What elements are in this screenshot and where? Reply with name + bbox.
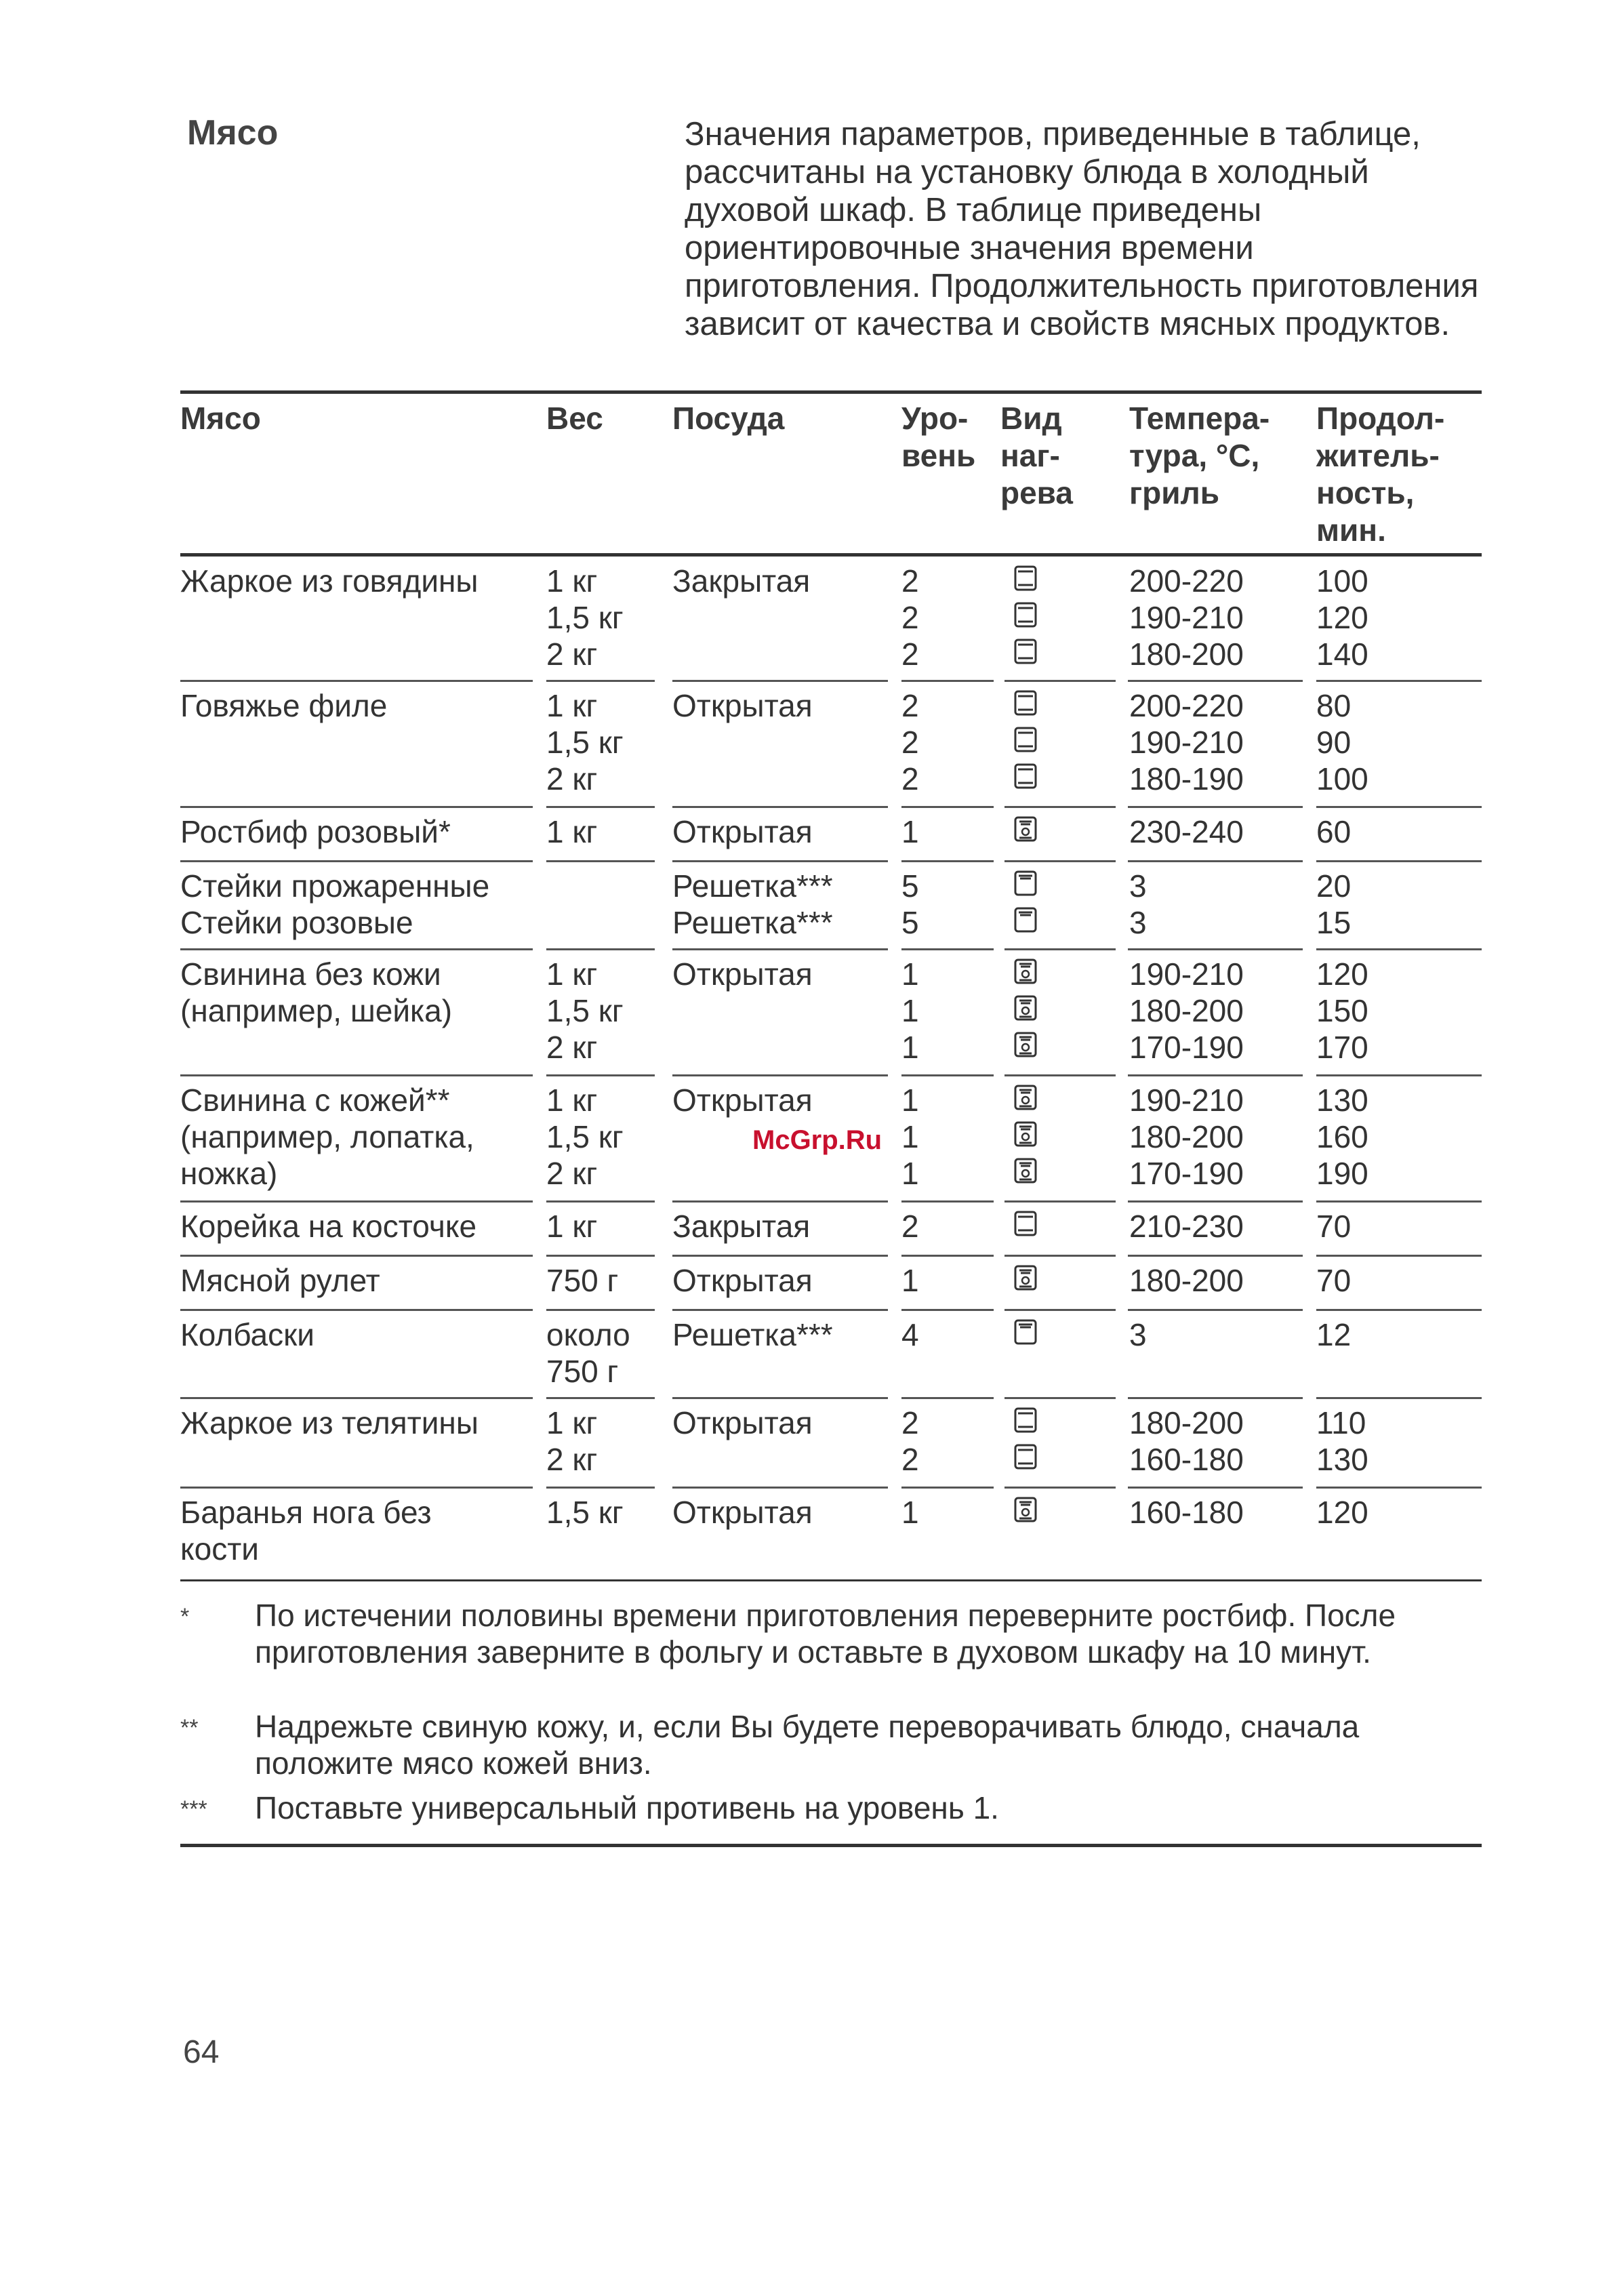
thermo-grill-icon: [1014, 1121, 1037, 1147]
cell-meat: Жаркое из телятины: [180, 1405, 479, 1440]
cell-dish: Открытая: [672, 1495, 813, 1530]
cell-duration: 130 160 190: [1316, 1083, 1368, 1191]
cell-temp: 160-180: [1129, 1495, 1244, 1530]
cell-meat: Ростбиф розовый*: [180, 814, 451, 849]
table-row: [180, 1257, 1482, 1311]
table-row: [180, 1399, 1482, 1489]
thermo-grill-icon: [1014, 995, 1037, 1021]
footnote-mark: *: [180, 1604, 190, 1630]
thermo-grill-icon: [1014, 816, 1037, 842]
header-weight: Вес: [546, 401, 603, 436]
page-title: Мясо: [187, 113, 279, 153]
cell-duration: 60: [1316, 814, 1352, 849]
top-bottom-heat-icon: [1014, 1211, 1037, 1236]
heat-mode-icons: [1014, 1407, 1037, 1480]
cell-duration: 100 120 140: [1316, 563, 1368, 672]
thermo-grill-icon: [1014, 1032, 1037, 1057]
cell-duration: 20 15: [1316, 868, 1352, 940]
cell-temp: 3 3: [1129, 868, 1147, 940]
header-meat: Мясо: [180, 401, 261, 436]
cell-dish: Открытая: [672, 814, 813, 849]
cell-meat: Баранья нога без кости: [180, 1495, 432, 1567]
cell-level: 2 2 2: [901, 688, 919, 796]
cell-duration: 80 90 100: [1316, 688, 1368, 796]
grill-icon: [1014, 870, 1037, 896]
cell-meat: Корейка на косточке: [180, 1209, 477, 1244]
cell-weight: 1 кг 2 кг: [546, 1405, 598, 1477]
footnote-mark: **: [180, 1715, 199, 1741]
cell-dish: Решетка***: [672, 1317, 833, 1352]
table-row: [180, 1203, 1482, 1257]
cell-level: 1: [901, 814, 919, 849]
cell-dish: Открытая: [672, 1083, 813, 1118]
page-number: 64: [183, 2034, 220, 2070]
cell-level: 1 1 1: [901, 1083, 919, 1191]
cell-meat: Говяжье филе: [180, 688, 388, 723]
table-row: [180, 862, 1482, 950]
cell-level: 2 2 2: [901, 563, 919, 672]
heat-mode-icons: [1014, 870, 1037, 944]
thermo-grill-icon: [1014, 1497, 1037, 1522]
cell-duration: 120: [1316, 1495, 1368, 1530]
top-bottom-heat-icon: [1014, 727, 1037, 752]
cell-level: 1: [901, 1495, 919, 1530]
cell-weight: 1 кг 1,5 кг 2 кг: [546, 1083, 624, 1191]
heat-mode-icons: [1014, 1319, 1037, 1356]
cell-weight: 1 кг: [546, 814, 598, 849]
cell-meat: Стейки прожаренные Стейки розовые: [180, 868, 490, 940]
cell-level: 2: [901, 1209, 919, 1244]
cell-meat: Жаркое из говядины: [180, 563, 479, 599]
cell-level: 1 1 1: [901, 956, 919, 1065]
cell-dish: Открытая: [672, 956, 813, 992]
header-bottom-rule: [180, 553, 1482, 557]
cell-weight: 1,5 кг: [546, 1495, 624, 1530]
header-level: Уро- вень: [901, 401, 976, 473]
thermo-grill-icon: [1014, 1158, 1037, 1184]
cell-weight: 1 кг 1,5 кг 2 кг: [546, 688, 624, 796]
cell-temp: 190-210 180-200 170-190: [1129, 956, 1244, 1065]
cell-level: 1: [901, 1263, 919, 1298]
thermo-grill-icon: [1014, 1085, 1037, 1110]
cell-dish: Открытая: [672, 1405, 813, 1440]
top-bottom-heat-icon: [1014, 565, 1037, 591]
heat-mode-icons: [1014, 958, 1037, 1068]
heat-mode-icons: [1014, 1211, 1037, 1247]
cell-temp: 230-240: [1129, 814, 1244, 849]
heat-mode-icons: [1014, 1085, 1037, 1194]
cell-duration: 110 130: [1316, 1405, 1368, 1477]
thermo-grill-icon: [1014, 1265, 1037, 1291]
table-top-rule: [180, 390, 1482, 394]
footnote-text: По истечении половины времени приготовления переверните ростбиф. После приготовления заверните в фольгу и оставьте в духовом шкафу на 10 минут.: [255, 1598, 1396, 1670]
heat-mode-icons: [1014, 816, 1037, 853]
cell-weight: 1 кг 1,5 кг 2 кг: [546, 563, 624, 672]
table-row: [180, 1489, 1482, 1579]
cell-meat: Свинина без кожи (например, шейка): [180, 956, 453, 1028]
header-duration: Продол- житель- ность, мин.: [1316, 401, 1445, 548]
cell-dish: Закрытая: [672, 563, 811, 599]
cell-temp: 180-200: [1129, 1263, 1244, 1298]
heat-mode-icons: [1014, 690, 1037, 800]
header-dish: Посуда: [672, 401, 785, 436]
table-row: [180, 557, 1482, 682]
cell-meat: Свинина с кожей** (например, лопатка, ножка): [180, 1083, 474, 1191]
top-bottom-heat-icon: [1014, 602, 1037, 628]
cell-level: 5 5: [901, 868, 919, 940]
heat-mode-icons: [1014, 565, 1037, 675]
table-row: [180, 682, 1482, 808]
table-row: [180, 1311, 1482, 1399]
cell-duration: 120 150 170: [1316, 956, 1368, 1065]
cell-meat: Мясной рулет: [180, 1263, 380, 1298]
cell-dish: Открытая: [672, 1263, 813, 1298]
cell-temp: 180-200 160-180: [1129, 1405, 1244, 1477]
heat-mode-icons: [1014, 1265, 1037, 1301]
intro-paragraph: Значения параметров, приведенные в таблице, рассчитаны на установку блюда в холодный духовой шкаф. В таблице приведены ориентировочные значения времени приготовления. Продолжительность приготовления зависит от качества и свойств мясных продуктов.: [685, 116, 1479, 342]
footnote: [180, 1597, 1482, 1707]
cell-weight: около 750 г: [546, 1317, 630, 1389]
cell-dish: Открытая: [672, 688, 813, 723]
cell-temp: 210-230: [1129, 1209, 1244, 1244]
cell-dish: Закрытая: [672, 1209, 811, 1244]
top-bottom-heat-icon: [1014, 763, 1037, 789]
watermark: McGrp.Ru: [752, 1125, 882, 1155]
footnote-text: Поставьте универсальный противень на уровень 1.: [255, 1790, 999, 1825]
cell-level: 2 2: [901, 1405, 919, 1477]
cell-meat: Колбаски: [180, 1317, 314, 1352]
top-bottom-heat-icon: [1014, 1407, 1037, 1433]
footnote-mark: ***: [180, 1796, 207, 1822]
top-bottom-heat-icon: [1014, 1444, 1037, 1470]
grill-icon: [1014, 1319, 1037, 1345]
cell-dish: Решетка*** Решетка***: [672, 868, 833, 940]
table-row: [180, 950, 1482, 1076]
header-heat: Вид наг- рева: [1000, 401, 1073, 510]
cell-duration: 70: [1316, 1263, 1352, 1298]
footnote-text: Надрежьте свиную кожу, и, если Вы будете переворачивать блюдо, сначала положите мясо кожей вниз.: [255, 1709, 1360, 1781]
cell-weight: 1 кг: [546, 1209, 598, 1244]
cell-weight: 750 г: [546, 1263, 619, 1298]
header-temp: Темпера- тура, °С, гриль: [1129, 401, 1270, 510]
cell-temp: 3: [1129, 1317, 1147, 1352]
cell-weight: 1 кг 1,5 кг 2 кг: [546, 956, 624, 1065]
top-bottom-heat-icon: [1014, 639, 1037, 664]
footnotes-bottom-rule: [180, 1844, 1482, 1847]
cell-temp: 190-210 180-200 170-190: [1129, 1083, 1244, 1191]
table-row: [180, 808, 1482, 862]
grill-icon: [1014, 907, 1037, 933]
cell-temp: 200-220 190-210 180-200: [1129, 563, 1244, 672]
cell-temp: 200-220 190-210 180-190: [1129, 688, 1244, 796]
cell-duration: 12: [1316, 1317, 1352, 1352]
footnote: [180, 1790, 1482, 1826]
footnote: [180, 1708, 1482, 1781]
table-bottom-rule: [180, 1579, 1482, 1581]
thermo-grill-icon: [1014, 958, 1037, 984]
top-bottom-heat-icon: [1014, 690, 1037, 716]
cell-duration: 70: [1316, 1209, 1352, 1244]
cell-level: 4: [901, 1317, 919, 1352]
heat-mode-icons: [1014, 1497, 1037, 1533]
